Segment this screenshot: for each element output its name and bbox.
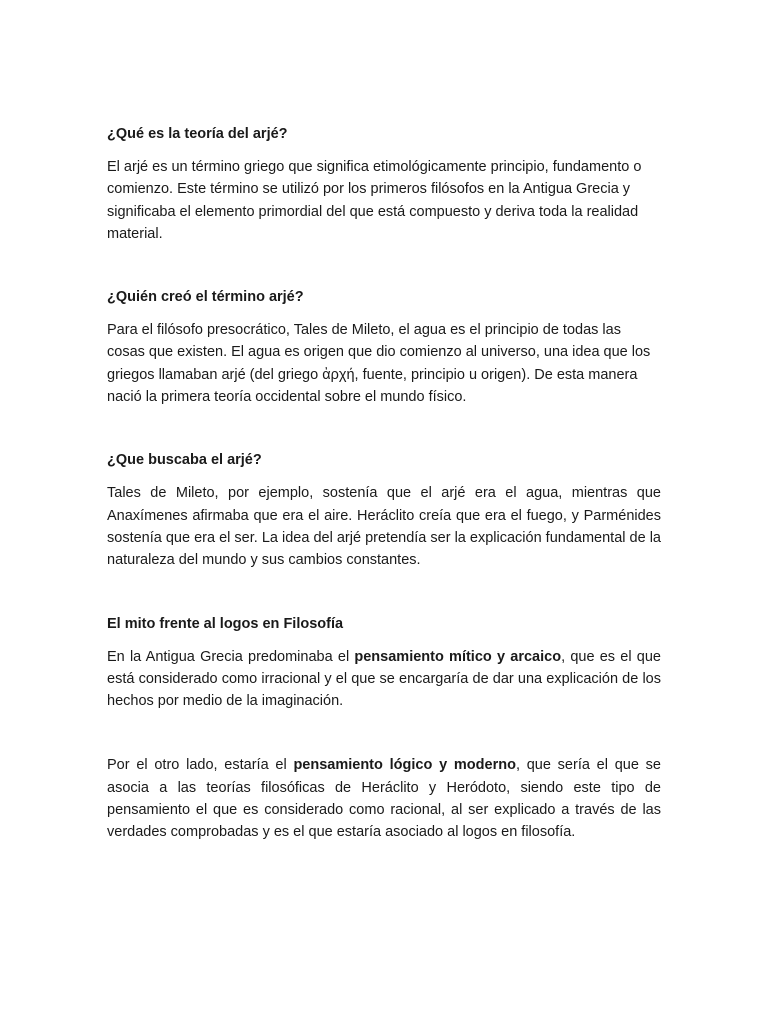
section-heading-teoria-arje: ¿Qué es la teoría del arjé? bbox=[107, 126, 288, 142]
paragraph-bold-term: pensamiento lógico y moderno bbox=[293, 757, 516, 774]
paragraph-text-start: En la Antigua Grecia predominaba el bbox=[107, 648, 355, 665]
paragraph-bold-term: pensamiento mítico y arcaico bbox=[354, 648, 562, 665]
document-body bbox=[107, 124, 661, 844]
section-heading-que-buscaba: ¿Que buscaba el arjé? bbox=[107, 452, 262, 469]
section-heading-mito-logos: El mito frente al logos en Filosofía bbox=[107, 615, 344, 632]
section-heading-quien-creo: ¿Quién creó el término arjé? bbox=[107, 289, 304, 306]
section-paragraph-teoria-arje: El arjé es un término griego que significa etimológicamente principio, fundamento o comienzo. Este término se utilizó por los primeros filósofos en la Antigua Grecia y significaba el elemento primordial del que está compuesto y deriva toda la realidad material. bbox=[107, 159, 642, 242]
section-paragraph-mito bbox=[107, 646, 661, 713]
section-paragraph-quien-creo: Para el filósofo presocrático, Tales de Mileto, el agua es el principio de todas las cosas que existen. El agua es origen que dio comienzo al universo, una idea que los griegos llamaban arjé (del griego ἀρχή, fuente, principio u origen). De esta manera nació la primera teoría occidental sobre el mundo físico. bbox=[107, 322, 651, 406]
paragraph-text-end: , que es el que está considerado como irracional y el que se encargaría de dar una explicación de los hechos por medio de la imaginación. bbox=[107, 648, 661, 710]
paragraph-text-start: Por el otro lado, estaría el bbox=[107, 757, 294, 774]
section-paragraph-logos bbox=[107, 754, 661, 843]
section-paragraph-que-buscaba: Tales de Mileto, por ejemplo, sostenía que el arjé era el agua, mientras que Anaxímenes afirmaba que era el aire. Heráclito creía que era el fuego, y Parménides sostenía que era el ser. La idea del arjé pretendía ser la explicación fundamental de la naturaleza del mundo y sus cambios constantes. bbox=[107, 485, 661, 569]
paragraph-text-end: , que sería el que se asocia a las teorías filosóficas de Heráclito y Heródoto, siendo este tipo de pensamiento el que es considerado como racional, al ser explicado a través de las verdades comprobadas y es el que estaría asociado al logos en filosofía. bbox=[107, 757, 661, 841]
